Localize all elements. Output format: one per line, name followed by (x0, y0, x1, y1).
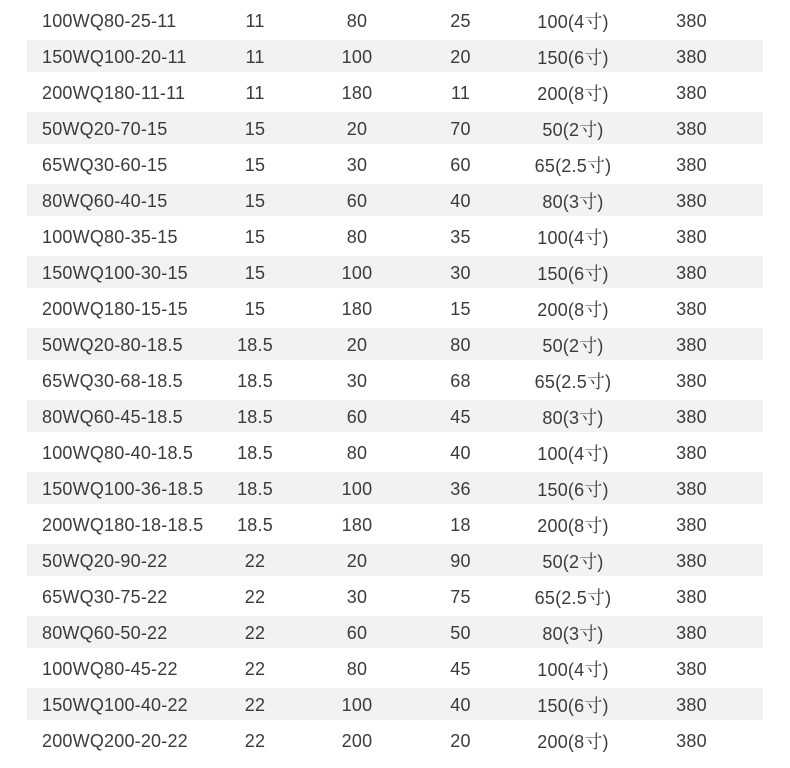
table-row (27, 687, 763, 723)
voltage-cell: 380 (676, 154, 707, 175)
outlet-cell: 80(3寸) (542, 192, 604, 212)
table-row (27, 183, 763, 219)
model-cell: 200WQ180-18-18.5 (42, 514, 204, 535)
voltage-cell: 380 (676, 622, 707, 643)
voltage-cell: 380 (676, 514, 707, 535)
power-cell: 15 (244, 118, 266, 139)
head-cell: 11 (450, 82, 471, 103)
table-row (27, 543, 763, 579)
outlet-cell: 65(2.5寸) (534, 588, 612, 608)
head-cell: 40 (450, 442, 471, 463)
voltage-cell: 380 (676, 550, 707, 571)
flow-cell: 100 (341, 262, 373, 283)
outlet-cell: 80(3寸) (542, 408, 604, 428)
table-row (27, 579, 763, 615)
outlet-cell: 50(2寸) (542, 120, 604, 140)
head-cell: 40 (450, 694, 471, 715)
model-cell: 50WQ20-70-15 (42, 118, 168, 139)
flow-cell: 180 (341, 82, 373, 103)
outlet-cell: 200(8寸) (537, 732, 609, 752)
head-cell: 15 (450, 298, 471, 319)
power-cell: 22 (244, 622, 266, 643)
pump-spec-table (27, 0, 763, 759)
table-row (27, 327, 763, 363)
table-row (27, 399, 763, 435)
head-cell: 25 (450, 10, 471, 31)
model-cell: 65WQ30-60-15 (42, 154, 168, 175)
outlet-cell: 150(6寸) (537, 48, 609, 68)
head-cell: 75 (450, 586, 471, 607)
flow-cell: 30 (346, 370, 368, 391)
outlet-cell: 100(4寸) (537, 444, 609, 464)
outlet-cell: 150(6寸) (537, 480, 609, 500)
model-cell: 80WQ60-40-15 (42, 190, 168, 211)
voltage-cell: 380 (676, 730, 707, 751)
model-cell: 50WQ20-80-18.5 (42, 334, 183, 355)
outlet-cell: 100(4寸) (537, 228, 609, 248)
flow-cell: 20 (346, 550, 368, 571)
voltage-cell: 380 (676, 658, 707, 679)
head-cell: 45 (450, 406, 471, 427)
head-cell: 20 (450, 46, 471, 67)
voltage-cell: 380 (676, 334, 707, 355)
table-row (27, 615, 763, 651)
flow-cell: 20 (346, 334, 368, 355)
model-cell: 200WQ180-11-11 (42, 82, 186, 103)
flow-cell: 100 (341, 46, 373, 67)
outlet-cell: 50(2寸) (542, 552, 604, 572)
flow-cell: 180 (341, 514, 373, 535)
voltage-cell: 380 (676, 190, 707, 211)
power-cell: 11 (245, 10, 265, 31)
power-cell: 22 (244, 586, 266, 607)
power-cell: 18.5 (237, 478, 273, 499)
head-cell: 18 (450, 514, 471, 535)
flow-cell: 30 (346, 154, 368, 175)
power-cell: 18.5 (237, 370, 273, 391)
model-cell: 50WQ20-90-22 (42, 550, 168, 571)
outlet-cell: 150(6寸) (537, 696, 609, 716)
voltage-cell: 380 (676, 586, 707, 607)
model-cell: 100WQ80-45-22 (42, 658, 178, 679)
head-cell: 60 (450, 154, 471, 175)
voltage-cell: 380 (676, 406, 707, 427)
voltage-cell: 380 (676, 442, 707, 463)
outlet-cell: 65(2.5寸) (534, 372, 612, 392)
flow-cell: 30 (346, 586, 368, 607)
voltage-cell: 380 (676, 46, 707, 67)
flow-cell: 80 (346, 10, 368, 31)
head-cell: 45 (450, 658, 471, 679)
power-cell: 11 (245, 82, 265, 103)
model-cell: 200WQ180-15-15 (42, 298, 188, 319)
voltage-cell: 380 (676, 82, 707, 103)
table-row (27, 147, 763, 183)
table-row (27, 471, 763, 507)
outlet-cell: 150(6寸) (537, 264, 609, 284)
head-cell: 30 (450, 262, 471, 283)
voltage-cell: 380 (676, 298, 707, 319)
power-cell: 11 (245, 46, 265, 67)
voltage-cell: 380 (676, 262, 707, 283)
flow-cell: 60 (346, 406, 368, 427)
table-row (27, 255, 763, 291)
voltage-cell: 380 (676, 118, 707, 139)
voltage-cell: 380 (676, 478, 707, 499)
power-cell: 15 (244, 190, 266, 211)
power-cell: 18.5 (237, 514, 273, 535)
power-cell: 15 (244, 262, 266, 283)
power-cell: 15 (244, 154, 266, 175)
power-cell: 15 (244, 226, 266, 247)
outlet-cell: 80(3寸) (542, 624, 604, 644)
power-cell: 22 (244, 694, 266, 715)
flow-cell: 20 (346, 118, 368, 139)
table-row (27, 435, 763, 471)
table-row (27, 291, 763, 327)
head-cell: 20 (450, 730, 471, 751)
flow-cell: 80 (346, 442, 368, 463)
power-cell: 22 (244, 550, 266, 571)
power-cell: 22 (244, 658, 266, 679)
voltage-cell: 380 (676, 10, 707, 31)
table-row (27, 39, 763, 75)
head-cell: 70 (450, 118, 471, 139)
voltage-cell: 380 (676, 226, 707, 247)
table-row (27, 723, 763, 759)
outlet-cell: 200(8寸) (537, 516, 609, 536)
head-cell: 80 (450, 334, 471, 355)
flow-cell: 100 (341, 694, 373, 715)
flow-cell: 80 (346, 658, 368, 679)
model-cell: 150WQ100-30-15 (42, 262, 188, 283)
outlet-cell: 100(4寸) (537, 12, 609, 32)
flow-cell: 60 (346, 190, 368, 211)
power-cell: 18.5 (237, 442, 273, 463)
table-row (27, 111, 763, 147)
head-cell: 50 (450, 622, 471, 643)
table-row (27, 363, 763, 399)
power-cell: 18.5 (237, 334, 273, 355)
flow-cell: 60 (346, 622, 368, 643)
model-cell: 200WQ200-20-22 (42, 730, 188, 751)
outlet-cell: 50(2寸) (542, 336, 604, 356)
model-cell: 150WQ100-40-22 (42, 694, 188, 715)
power-cell: 18.5 (237, 406, 273, 427)
voltage-cell: 380 (676, 694, 707, 715)
outlet-cell: 65(2.5寸) (534, 156, 612, 176)
model-cell: 80WQ60-45-18.5 (42, 406, 183, 427)
model-cell: 100WQ80-40-18.5 (42, 442, 194, 463)
flow-cell: 200 (341, 730, 373, 751)
power-cell: 15 (244, 298, 266, 319)
power-cell: 22 (244, 730, 266, 751)
outlet-cell: 200(8寸) (537, 300, 609, 320)
table-row (27, 219, 763, 255)
flow-cell: 100 (341, 478, 373, 499)
model-cell: 150WQ100-36-18.5 (42, 478, 204, 499)
head-cell: 40 (450, 190, 471, 211)
table-row (27, 507, 763, 543)
model-cell: 100WQ80-35-15 (42, 226, 178, 247)
model-cell: 65WQ30-75-22 (42, 586, 168, 607)
head-cell: 35 (450, 226, 471, 247)
table-row (27, 3, 763, 39)
head-cell: 90 (450, 550, 471, 571)
head-cell: 36 (450, 478, 471, 499)
head-cell: 68 (450, 370, 471, 391)
voltage-cell: 380 (676, 370, 707, 391)
model-cell: 80WQ60-50-22 (42, 622, 168, 643)
table-row (27, 75, 763, 111)
model-cell: 100WQ80-25-11 (42, 10, 177, 31)
outlet-cell: 200(8寸) (537, 84, 609, 104)
flow-cell: 80 (346, 226, 368, 247)
outlet-cell: 100(4寸) (537, 660, 609, 680)
table-row (27, 651, 763, 687)
flow-cell: 180 (341, 298, 373, 319)
model-cell: 65WQ30-68-18.5 (42, 370, 183, 391)
model-cell: 150WQ100-20-11 (42, 46, 187, 67)
